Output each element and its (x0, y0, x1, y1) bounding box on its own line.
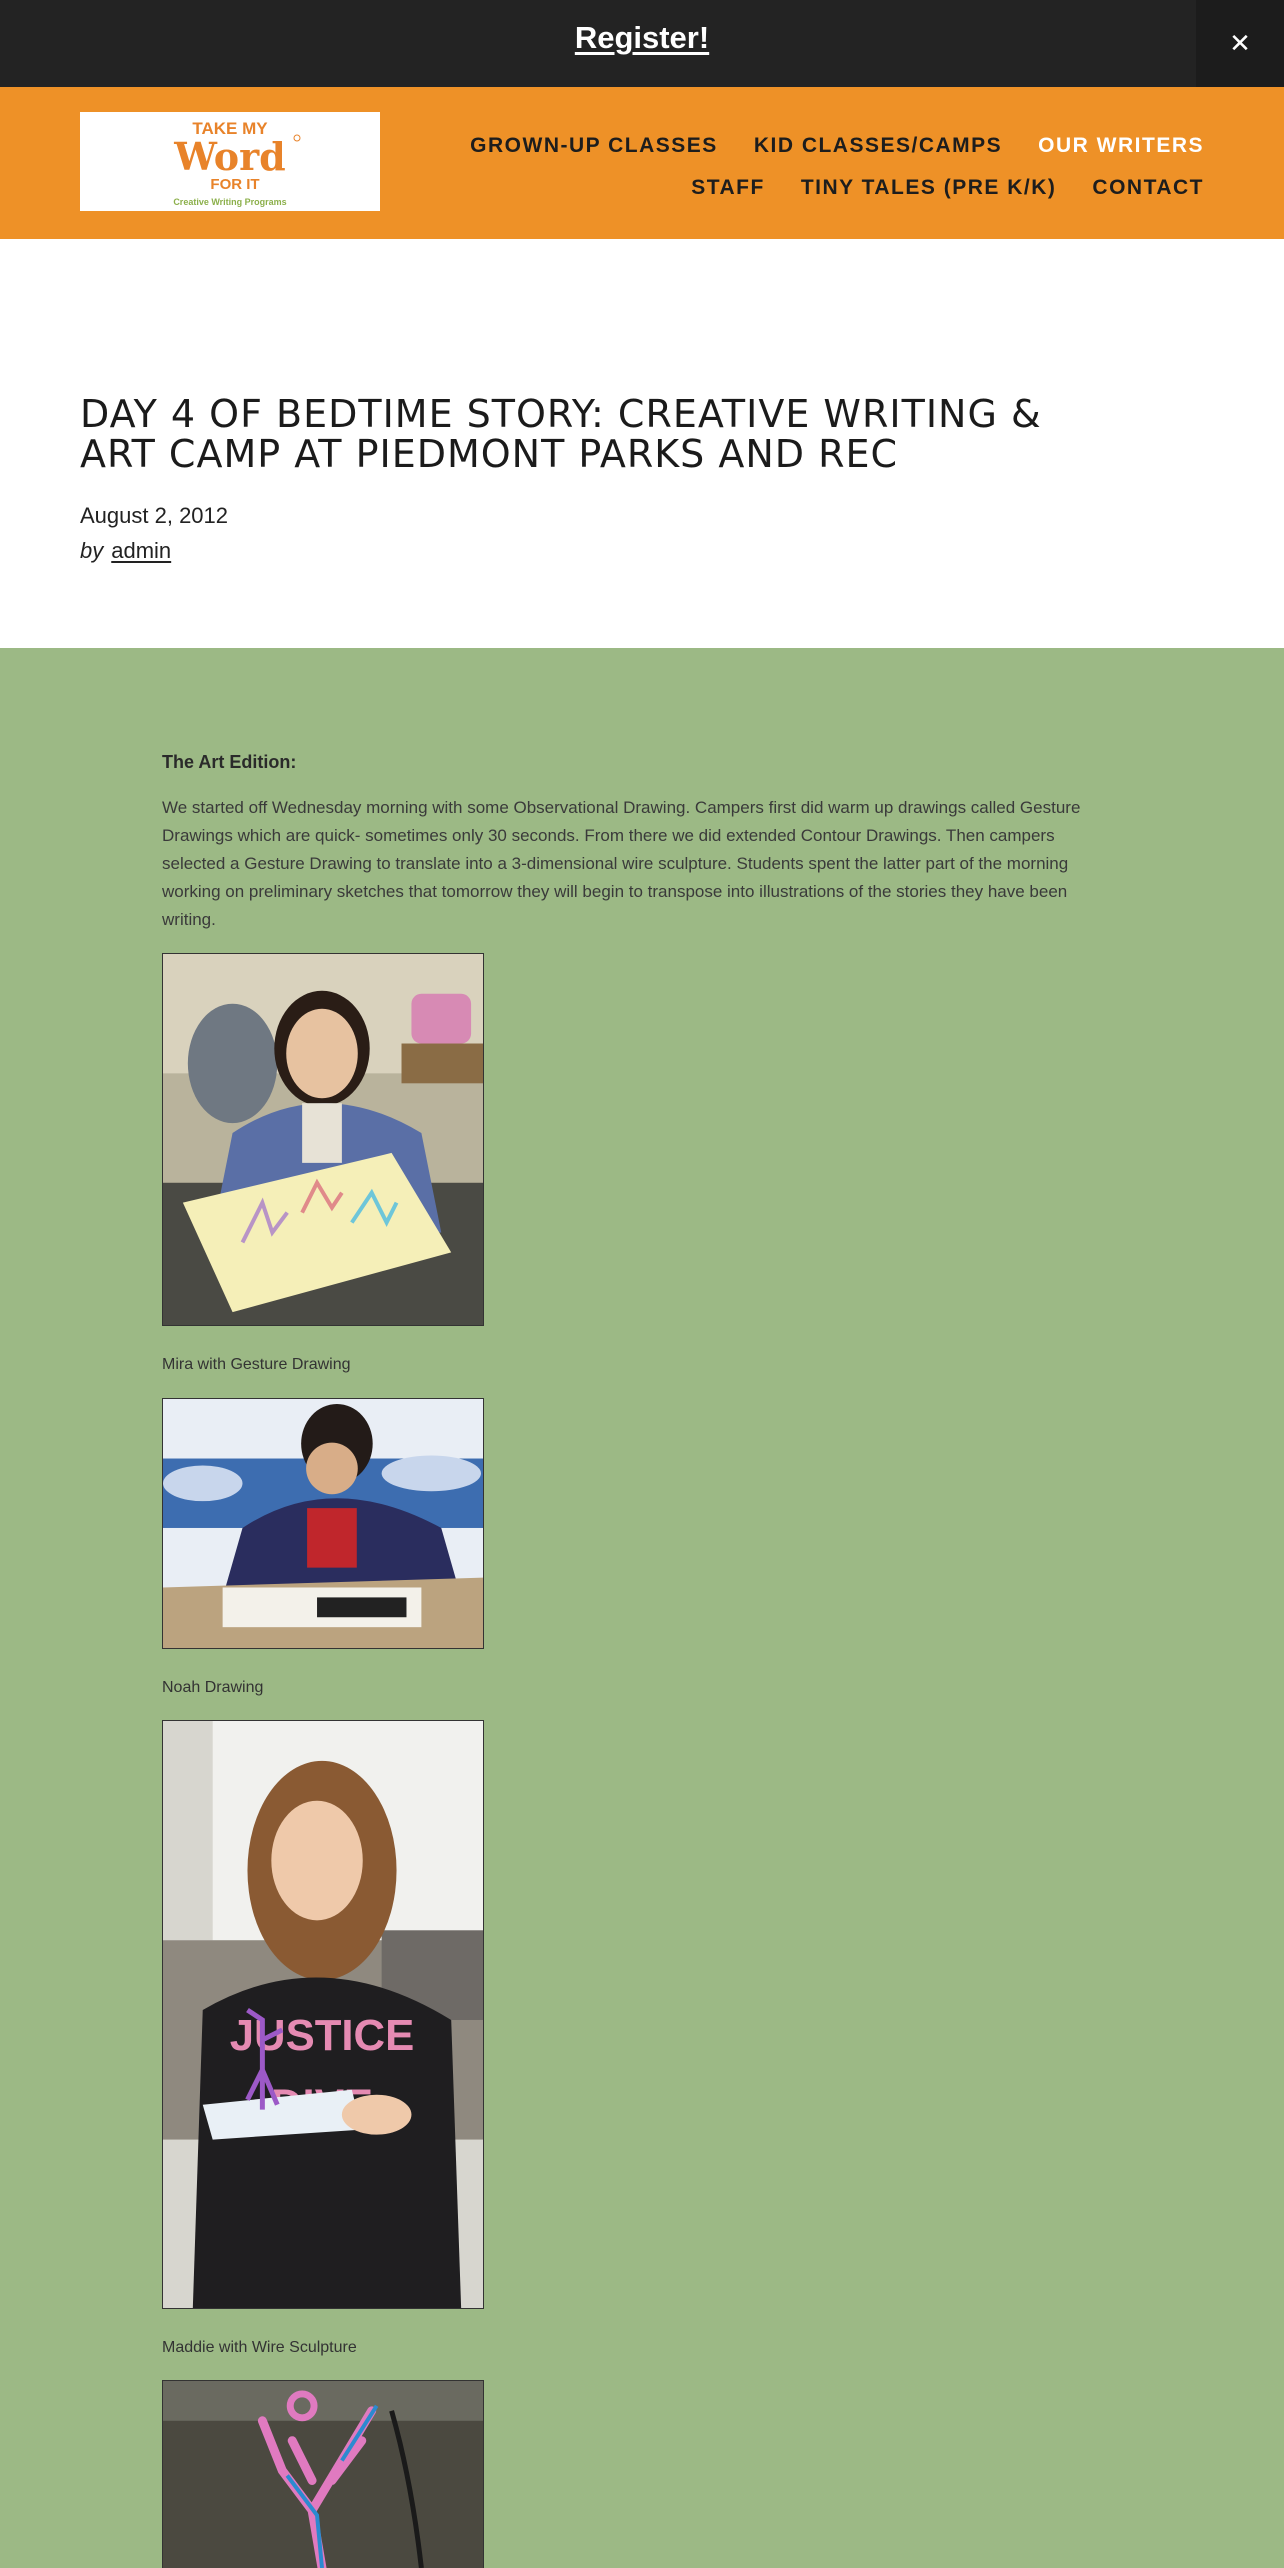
post-byline (80, 538, 171, 564)
main-nav (470, 125, 1204, 209)
nav-row-2 (470, 167, 1204, 209)
photo-noah-drawing[interactable] (162, 1398, 484, 1649)
register-link[interactable]: Register! (574, 20, 710, 55)
photo-maddie-wire-sculpture[interactable] (162, 1720, 484, 2309)
logo-line1: TAKE MY (192, 119, 268, 138)
nav-item-tiny-tales[interactable]: TINY TALES (PRE K/K) (800, 176, 1057, 199)
photo-image (163, 2381, 483, 2568)
logo-line2: Word (174, 134, 286, 179)
register-banner (0, 0, 1284, 87)
post-content (0, 648, 1284, 2568)
section-heading: The Art Edition: (162, 752, 297, 772)
logo-image (80, 112, 380, 211)
site-header (0, 87, 1284, 239)
logo-line3: FOR IT (210, 176, 260, 193)
photo-wire-sculpture[interactable] (162, 2380, 484, 2568)
close-icon[interactable]: ✕ (1196, 0, 1284, 87)
photo-caption: Mira with Gesture Drawing (162, 1356, 351, 1373)
logo-tagline: Creative Writing Programs (173, 197, 287, 207)
post-title (80, 394, 1080, 474)
photo-image (163, 1721, 483, 2308)
photo-caption: Maddie with Wire Sculpture (162, 2339, 357, 2356)
nav-item-our-writers[interactable]: OUR WRITERS (1038, 134, 1204, 157)
nav-item-contact[interactable]: CONTACT (1092, 176, 1204, 199)
photo-caption: Noah Drawing (162, 1679, 264, 1696)
svg-text:JUSTICE: JUSTICE (229, 2010, 415, 2060)
author-link[interactable]: admin (111, 538, 172, 563)
nav-item-grown-up-classes[interactable]: GROWN-UP CLASSES (470, 134, 718, 157)
post-title-line-2: ART CAMP AT PIEDMONT PARKS AND REC (80, 432, 899, 476)
nav-row-1 (470, 125, 1204, 167)
byline-prefix: by (80, 538, 104, 563)
intro-paragraph: We started off Wednesday morning with some Observational Drawing. Campers first did warm up drawings called Gesture Drawings which are quick- sometimes only 30 seconds. From there we did extended Contour Drawings. Then campers selected a Gesture Drawing to translate into a 3-dimensional wire sculpture. Students spent the latter part of the morning working on preliminary sketches that tomorrow they will begin to transpose into illustrations of the stories they have been writing. (162, 798, 1081, 929)
photo-mira-gesture-drawing[interactable] (162, 953, 484, 1326)
nav-item-staff[interactable]: STAFF (691, 176, 765, 199)
photo-image (163, 954, 483, 1325)
post-date: August 2, 2012 (80, 503, 229, 528)
nav-item-kid-classes-camps[interactable]: KID CLASSES/CAMPS (753, 134, 1003, 157)
post-title-line-1: DAY 4 OF BEDTIME STORY: CREATIVE WRITING & (80, 392, 1042, 436)
photo-image (163, 1399, 483, 1648)
site-logo[interactable] (80, 112, 380, 211)
